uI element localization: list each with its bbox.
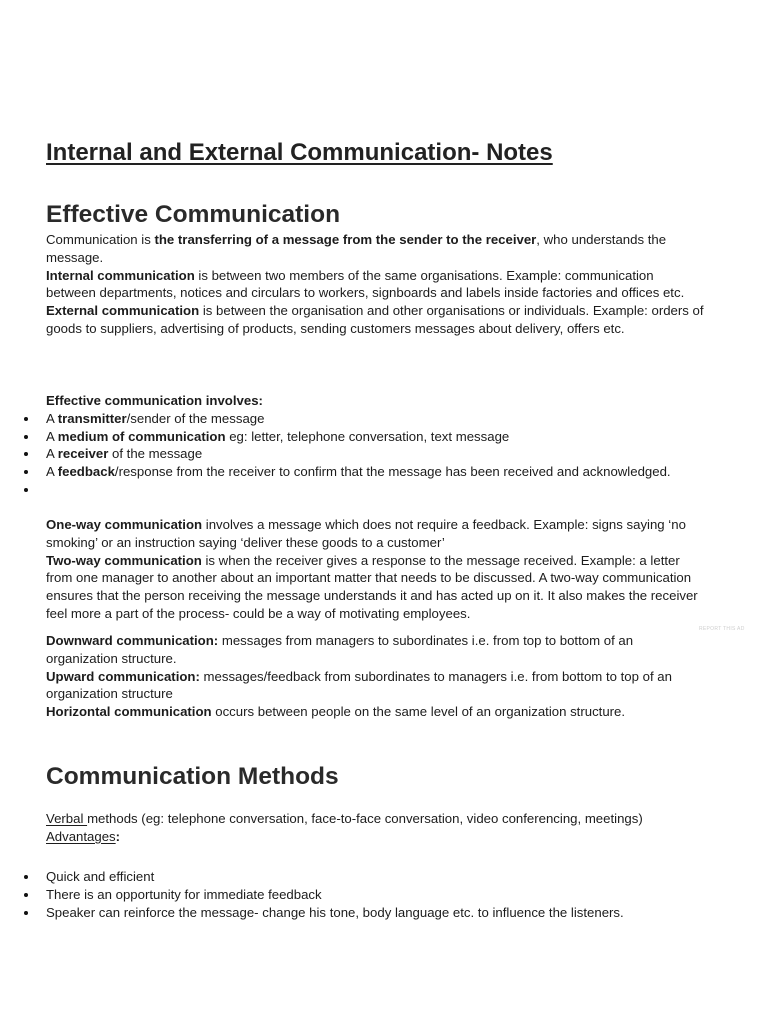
bold-run: Upward communication:	[46, 668, 200, 684]
direction-block	[46, 516, 706, 623]
underlined-run: Verbal	[46, 811, 88, 826]
bold-run: involves:	[202, 393, 263, 408]
flow-block	[46, 632, 706, 721]
paragraph-involves-intro	[46, 392, 706, 410]
paragraph-definition	[46, 231, 706, 267]
paragraph-advantages	[46, 828, 706, 846]
advantages-block	[46, 868, 706, 921]
paragraph-downward	[46, 632, 706, 668]
list-item	[46, 445, 706, 463]
list-item	[46, 410, 706, 428]
list-item: There is an opportunity for immediate feedback	[46, 886, 706, 904]
bold-run: Downward communication:	[46, 633, 219, 648]
text-run: /response from the receiver to confirm that the message has been received and acknowledged.	[114, 464, 671, 480]
text-run: eg: letter, telephone conversation, text message	[225, 428, 510, 444]
section-heading-communication-methods: Communication Methods	[46, 763, 339, 790]
text-run: of the message	[108, 446, 203, 462]
involves-list	[46, 410, 706, 499]
bold-run: Internal communication	[46, 267, 195, 283]
bold-run: receiver	[57, 446, 109, 462]
list-item	[46, 463, 706, 481]
paragraph-external-communication	[46, 302, 706, 338]
report-ad-link[interactable]: REPORT THIS AD	[699, 626, 745, 632]
text-run: is between two members of the same organisations. Example: communication between departments, notices and circulars to workers, signboards and labels inside factories and offices etc.	[46, 267, 685, 301]
text-run: occurs between people on the same level of an organization structure.	[211, 704, 626, 720]
text-run: A	[46, 464, 58, 480]
paragraph-one-way	[46, 516, 706, 552]
section-heading-effective-communication: Effective Communication	[46, 201, 341, 228]
text-run: A	[46, 428, 58, 444]
text-run: messages from managers to subordinates i.e. from top to bottom of an organization structure.	[46, 633, 634, 666]
list-item-empty	[46, 481, 706, 499]
document-title: Internal and External Communication- Notes	[46, 139, 553, 166]
advantages-list	[46, 868, 706, 921]
bold-run: the transferring of a message from the sender to the receiver	[154, 232, 537, 247]
paragraph-verbal	[46, 810, 706, 828]
paragraph-upward	[46, 668, 706, 704]
involves-block	[46, 392, 706, 499]
bold-run: One-way communication	[46, 517, 203, 532]
text-run: messages/feedback from subordinates to managers i.e. from bottom to top of an organization structure	[46, 668, 672, 702]
text-run: Communication is	[46, 232, 155, 247]
verbal-block	[46, 810, 706, 846]
bold-run: Two-way communication	[46, 552, 202, 568]
text-run: methods (eg: telephone conversation, face-to-face conversation, video conferencing, meetings)	[87, 811, 643, 826]
bold-run: transmitter	[57, 410, 127, 426]
bold-run: Effective communication	[46, 393, 203, 408]
list-item: Quick and efficient	[46, 868, 706, 886]
definitions-block	[46, 231, 706, 338]
list-item	[46, 428, 706, 446]
text-run: involves a message which does not require a feedback. Example: signs saying ‘no smoking’ or an instruction saying ‘deliver these goods to a customer’	[46, 517, 686, 550]
paragraph-horizontal	[46, 703, 706, 721]
text-run: A	[46, 446, 58, 462]
paragraph-two-way	[46, 552, 706, 623]
bold-run: Horizontal communication	[46, 704, 212, 720]
text-run: is between the organisation and other organisations or individuals. Example: orders of goods to suppliers, advertising of products, sending customers messages about delivery, offers etc.	[46, 303, 704, 336]
list-item: Speaker can reinforce the message- change his tone, body language etc. to influence the listeners.	[46, 904, 706, 922]
text-run: is when the receiver gives a response to the message received. Example: a letter from one manager to another about an important matter that needs to be discussed. A two-way communication ensures that the person receiving the message understands it and has acted up on it. It also makes the receiver feel more a part of the process- could be a way of motivating employees.	[46, 552, 698, 621]
underlined-run: Advantages	[46, 828, 116, 844]
text-run: A	[46, 410, 58, 426]
paragraph-internal-communication	[46, 267, 706, 303]
bold-run: :	[115, 828, 121, 844]
text-run: , who understands the message.	[46, 232, 667, 265]
bold-run: medium of communication	[57, 428, 226, 444]
bold-run: feedback	[57, 464, 115, 480]
bold-run: External communication	[46, 303, 200, 319]
text-run: /sender of the message	[126, 410, 265, 426]
